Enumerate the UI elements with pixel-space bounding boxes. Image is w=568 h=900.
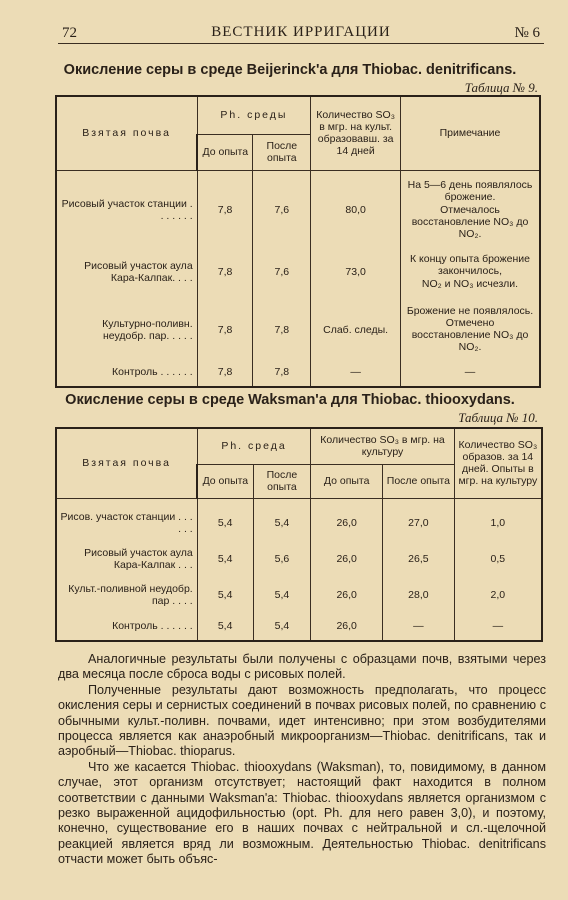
page-number: 72 xyxy=(62,25,77,41)
so3-value: 80,0 xyxy=(311,177,401,243)
ph-before: 7,8 xyxy=(197,243,253,301)
table-row xyxy=(56,541,542,577)
so3-value: Слаб. следы. xyxy=(311,301,401,359)
table10-header-after: После опыта xyxy=(253,464,311,498)
table10-header-before: До опыта xyxy=(197,464,253,498)
body-text xyxy=(58,652,546,868)
table9-header-after: После опыта xyxy=(253,134,311,170)
so3-before: 26,0 xyxy=(311,613,383,641)
note-line: К концу опыта брожение закончилось, xyxy=(409,252,531,277)
table-row xyxy=(56,243,540,301)
so3-before: 26,0 xyxy=(311,541,383,577)
soil-label: Контроль . . . . . . xyxy=(56,359,197,387)
paragraph: Полученные результаты дают возможность предполагать, что процесс окисления серы и сернистых соединений в почвах рисовых полей, по сравнению с обычными культ.-поливн. почвами, идет интенсивно; при этом возбудителями процесса является как анаэробный микроорганизм—Thiobac. denitrificans, так и аэробный—Thiobac. thioparus. xyxy=(58,682,546,759)
table-row xyxy=(56,177,540,243)
soil-label: Рисовый участок аула Кара-Калпак . . . xyxy=(56,541,197,577)
table10-header-so3-before: До опыта xyxy=(311,464,383,498)
table9-label: Таблица № 9. xyxy=(464,80,538,95)
soil-label: Рисовый участок станции . . . . . . . xyxy=(56,177,197,243)
so3-after: 27,0 xyxy=(383,505,455,541)
ph-after: 7,6 xyxy=(253,177,311,243)
note-cell xyxy=(401,301,540,359)
ph-before: 7,8 xyxy=(197,177,253,243)
table10-title: Окисление серы в среде Waksman'а для Thiobac. thiooxydans. xyxy=(65,392,515,408)
running-header xyxy=(58,22,544,42)
ph-after: 7,6 xyxy=(253,243,311,301)
ph-before: 7,8 xyxy=(197,359,253,387)
note-line: NO₂ и NO₃ исчезли. xyxy=(421,277,519,290)
ph-after: 5,4 xyxy=(253,577,311,613)
table10 xyxy=(55,427,543,642)
header-rule xyxy=(58,43,544,44)
table-row xyxy=(56,577,542,613)
ph-after: 5,4 xyxy=(253,613,311,641)
table9 xyxy=(55,95,541,388)
table9-header-before: До опыта xyxy=(197,134,253,170)
issue-number: № 6 xyxy=(514,25,540,41)
ph-after: 5,6 xyxy=(253,541,311,577)
soil-label: Рисов. участок станции . . . . . . xyxy=(56,505,197,541)
soil-label: Культ.-поливной неудобр. пар . . . . xyxy=(56,577,197,613)
soil-label: Контроль . . . . . . xyxy=(56,613,197,641)
ph-before: 5,4 xyxy=(197,541,253,577)
note-cell xyxy=(401,177,540,243)
soil-label: Культурно-поливн. неудобр. пар. . . . . xyxy=(56,301,197,359)
paragraph: Аналогичные результаты были получены с образцами почв, взятыми через два месяца после сброса воды с рисовых полей. xyxy=(58,652,546,682)
ph-before: 5,4 xyxy=(197,577,253,613)
journal-title: ВЕСТНИК ИРРИГАЦИИ xyxy=(211,24,391,40)
so3-before: 26,0 xyxy=(311,577,383,613)
note-line: — xyxy=(464,365,476,378)
ph-after: 5,4 xyxy=(253,505,311,541)
ph-before: 5,4 xyxy=(197,505,253,541)
so3-14-days: 2,0 xyxy=(454,577,542,613)
note-line: На 5—6 день появлялось брожение. xyxy=(407,178,533,203)
table-row xyxy=(56,613,542,641)
so3-14-days: — xyxy=(454,613,542,641)
table10-label: Таблица № 10. xyxy=(458,410,538,425)
ph-after: 7,8 xyxy=(253,359,311,387)
table10-header-soil: Взятая почва xyxy=(56,428,197,498)
table10-header-so3-14: Количество SO₃ образов. за 14 дней. Опыты в мгр. на культуру xyxy=(454,428,542,498)
so3-after: 26,5 xyxy=(383,541,455,577)
table9-title: Окисление серы в среде Beijerinck'а для Thiobac. denitrificans. xyxy=(63,62,517,78)
ph-before: 7,8 xyxy=(197,301,253,359)
so3-after: — xyxy=(383,613,455,641)
table9-header-ph: Ph. среды xyxy=(197,96,311,134)
so3-14-days: 1,0 xyxy=(454,505,542,541)
note-cell xyxy=(401,359,540,387)
table10-header-so3: Количество SO₃ в мгр. на культуру xyxy=(311,428,454,464)
so3-before: 26,0 xyxy=(311,505,383,541)
so3-value: — xyxy=(311,359,401,387)
ph-before: 5,4 xyxy=(197,613,253,641)
paragraph: Что же касается Thiobac. thiooxydans (Waksman), то, повидимому, в данном случае, этот организм отсутствует; настоящий факт находится в полном соответствии с данными Waksman'а: Thiobac. thiooxydans является организмом с резко выраженной ацидофильностью (opt. Ph. для него равен 3,0), и поэтому, конечно, существование его в наших почвах с нейтральной и сл.-щелочной реакцией является вряд ли возможным. Деятельностью Thiobac. denitrificans отчасти может быть объяс- xyxy=(58,759,546,867)
table10-header-so3-after: После опыта xyxy=(383,464,455,498)
table-row xyxy=(56,505,542,541)
table10-header-ph: Ph. среда xyxy=(197,428,311,464)
soil-label: Рисовый участок аула Кара-Калпак. . . . xyxy=(56,243,197,301)
table9-header-soil: Взятая почва xyxy=(56,96,197,170)
ph-after: 7,8 xyxy=(253,301,311,359)
table-row xyxy=(56,301,540,359)
so3-14-days: 0,5 xyxy=(454,541,542,577)
so3-after: 28,0 xyxy=(383,577,455,613)
table9-header-note: Примечание xyxy=(401,96,540,170)
table9-header-so3: Количество SO₃ в мгр. на культ. образовавш. за 14 дней xyxy=(311,96,401,170)
note-line: Отмечалось восстановление NO₃ до NO₂. xyxy=(411,203,529,240)
note-line: Брожение не появлялось. Отмечено восстановление NO₃ до NO₂. xyxy=(406,305,534,353)
so3-value: 73,0 xyxy=(311,243,401,301)
note-cell xyxy=(401,243,540,301)
table-row xyxy=(56,359,540,387)
